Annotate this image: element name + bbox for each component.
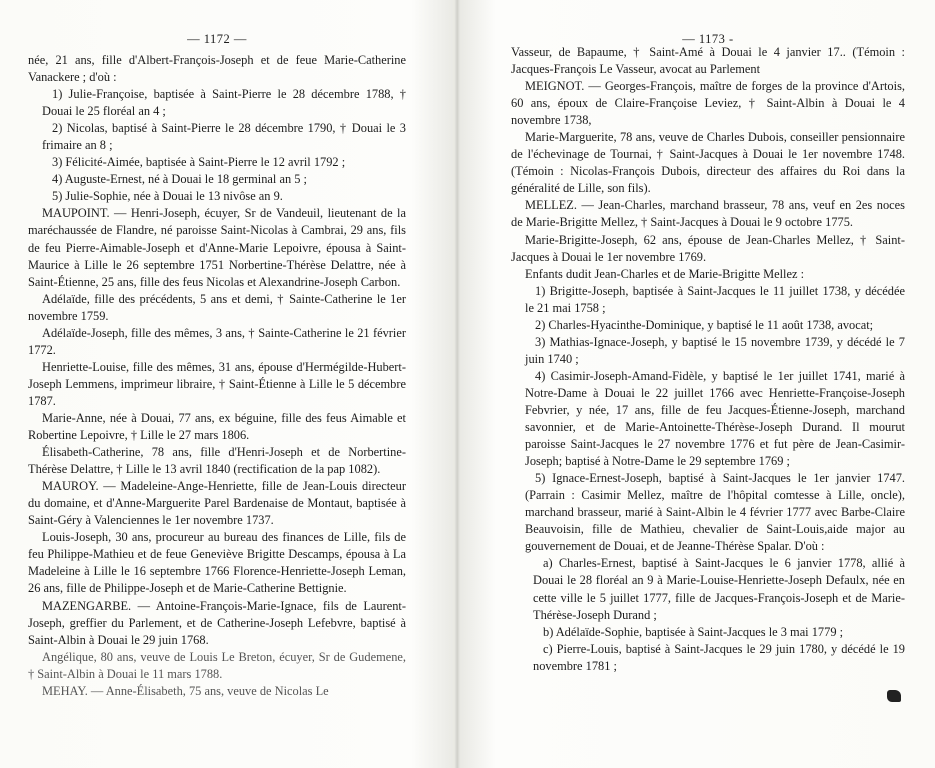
paragraph: Adélaïde-Joseph, fille des mêmes, 3 ans, † Sainte-Catherine le 21 février 1772. xyxy=(28,325,406,357)
paragraph: née, 21 ans, fille d'Albert-François-Joseph et de feue Marie-Catherine Vanackere ; d'où : xyxy=(28,53,406,85)
paragraph: Angélique, 80 ans, veuve de Louis Le Breton, écuyer, Sr de Gudemene, † Saint-Albin à Douai le 11 mars 1788. xyxy=(28,649,406,681)
list-item: 5) Ignace-Ernest-Joseph, baptisé à Saint-Jacques le 1er janvier 1747. (Parrain : Casimir Mellez, maître de l'hôpital comtesse à Lille, oncle), marchand brasseur, marié à Saint-Albin le 4 février 1777 avec Barbe-Claire Beauvoisin, fille de Mathieu, chevalier de Saint-Louis,aide major au gouvernement de Douai, et de Jeanne-Thérèse Spalar. D'où : xyxy=(525,471,905,554)
list-item: 1) Brigitte-Joseph, baptisée à Saint-Jacques le 11 juillet 1738, y décédée le 21 mai 1758 ; xyxy=(525,283,905,315)
entry-mehay: MEHAY. — Anne-Élisabeth, 75 ans, veuve de Nicolas Le xyxy=(42,683,329,698)
page-number: — 1172 — xyxy=(187,32,247,46)
left-page xyxy=(28,0,406,768)
paragraph: Élisabeth-Catherine, 78 ans, fille d'Henri-Joseph et de Norbertine-Thérèse Delattre, † Lille le 13 avril 1840 (rectification de la pap 1082). xyxy=(28,445,406,477)
paragraph: Vasseur, de Bapaume, † Saint-Amé à Douai le 4 janvier 17.. (Témoin : Jacques-François Le Vasseur, avocat au Parlement xyxy=(511,45,905,77)
list-item: 2) Charles-Hyacinthe-Dominique, y baptisé le 11 août 1738, avocat; xyxy=(535,317,874,332)
entry-mellez: MELLEZ. — Jean-Charles, marchand brasseur, 78 ans, veuf en 2es noces de Marie-Brigitte Mellez, † Saint-Jacques à Douai le 9 octobre 1775. xyxy=(511,198,905,230)
sub-item: c) Pierre-Louis, baptisé à Saint-Jacques le 29 juin 1780, y décédé le 19 novembre 1781 ; xyxy=(533,641,905,673)
page-text xyxy=(28,52,406,700)
sub-item: a) Charles-Ernest, baptisé à Saint-Jacques le 6 janvier 1778, allié à Douai le 28 floréal an 9 à Marie-Louise-Henriette-Joseph Defaulx, née en cette ville le 5 juillet 1777, fille de Jacques-François-Joseph et de Marie-Thérèse-Joseph Durand ; xyxy=(533,556,905,622)
paragraph: Marie-Brigitte-Joseph, 62 ans, épouse de Jean-Charles Mellez, † Saint-Jacques à Douai le 1er novembre 1769. xyxy=(511,232,905,264)
ink-blot xyxy=(887,690,901,702)
entry-mazengarbe: MAZENGARBE. — Antoine-François-Marie-Ignace, fils de Laurent-Joseph, greffier du Parlement, et de Catherine-Joseph Lefebvre, baptisé à Saint-Albin à Douai le 29 juin 1768. xyxy=(28,598,406,647)
paragraph: Marie-Anne, née à Douai, 77 ans, ex béguine, fille des feus Aimable et Robertine Lepoivre, † Lille le 27 mars 1806. xyxy=(28,410,406,443)
list-item: 4) Casimir-Joseph-Amand-Fidèle, y baptisé le 1er juillet 1741, marié à Notre-Dame à Douai le 22 juillet 1766 avec Henriette-Françoise-Joseph Febvrier, y née, 17 ans, fille de feu Jacques-Étienne-Joseph, marchand savonnier, et de Marie-Antoinette-Thérèse-Joseph Durand. Il mourut paroisse Saint-Jacques le 27 novembre 1776 et fut père de Jean-Casimir-Joseph; baptisé à Notre-Dame le 29 septembre 1769 ; xyxy=(525,368,905,469)
entry-meignot: MEIGNOT. — Georges-François, maître de forges de la province d'Artois, 60 ans, époux de Claire-Françoise Leviez, † Saint-Albin à Douai le 4 novembre 1738, xyxy=(511,79,905,128)
entry-maupoint: MAUPOINT. — Henri-Joseph, écuyer, Sr de Vandeuil, lieutenant de la maréchaussée de Flandre, né paroisse Saint-Nicolas à Cambrai, 29 ans, fils de feu Pierre-Aimable-Joseph et d'Anne-Marie Lepoivre, épousa à Saint-Maurice à Lille le 26 septembre 1751 Norbertine-Thérèse Delattre, née à Saint-Étienne, 25 ans, fille des feus Nicolas et Alexandrine-Joseph Carbon. xyxy=(28,206,406,289)
list-item: 1) Julie-Françoise, baptisée à Saint-Pierre le 28 décembre 1788, † Douai le 25 floréal an 4 ; xyxy=(42,87,406,119)
paragraph: Enfants dudit Jean-Charles et de Marie-Brigitte Mellez : xyxy=(525,266,805,281)
list-item: 2) Nicolas, baptisé à Saint-Pierre le 28 décembre 1790, † Douai le 3 frimaire an 8 ; xyxy=(42,121,406,153)
paragraph: Henriette-Louise, fille des mêmes, 31 ans, épouse d'Hermégilde-Hubert-Joseph Lemmens, imprimeur libraire, † Saint-Étienne à Lille le 5 décembre 1787. xyxy=(28,359,406,408)
paragraph: Louis-Joseph, 30 ans, procureur au bureau des finances de Lille, fils de feu Philippe-Mathieu et de feue Geneviève Brigitte Descamps, épousa à La Madeleine à Lille le 16 septembre 1766 Florence-Henriette-Joseph Leman, 26 ans, fille de Philippe-Joseph et de Marie-Catherine Bettignie. xyxy=(28,530,406,596)
list-item: 5) Julie-Sophie, née à Douai le 13 nivôse an 9. xyxy=(52,189,283,204)
list-item: 3) Mathias-Ignace-Joseph, y baptisé le 15 novembre 1739, y décédé le 7 juin 1740 ; xyxy=(525,334,905,366)
list-item: 3) Félicité-Aimée, baptisée à Saint-Pierre le 12 avril 1792 ; xyxy=(52,155,346,170)
right-page xyxy=(511,0,905,768)
paragraph: Marie-Marguerite, 78 ans, veuve de Charles Dubois, conseiller pensionnaire de l'échevinage de Tournai, † Saint-Jacques à Douai le 1er novembre 1748. (Témoin : Nicolas-François Dubois, directeur des affaires du Roi dans la généralité de Lille, son fils). xyxy=(511,130,905,196)
page-text xyxy=(511,44,905,675)
paragraph: Adélaïde, fille des précédents, 5 ans et demi, † Sainte-Catherine le 1er novembre 1759. xyxy=(28,291,406,323)
sub-item: b) Adélaïde-Sophie, baptisée à Saint-Jacques le 3 mai 1779 ; xyxy=(543,624,844,639)
page-number: — 1173 - xyxy=(682,32,734,46)
list-item: 4) Auguste-Ernest, né à Douai le 18 germinal an 5 ; xyxy=(52,172,307,187)
entry-mauroy: MAUROY. — Madeleine-Ange-Henriette, fille de Jean-Louis directeur du domaine, et d'Anne-Marguerite Parel Bardenaise de Montaut, baptisée à Saint-Géry à Valenciennes le 1er novembre 1737. xyxy=(28,479,406,528)
